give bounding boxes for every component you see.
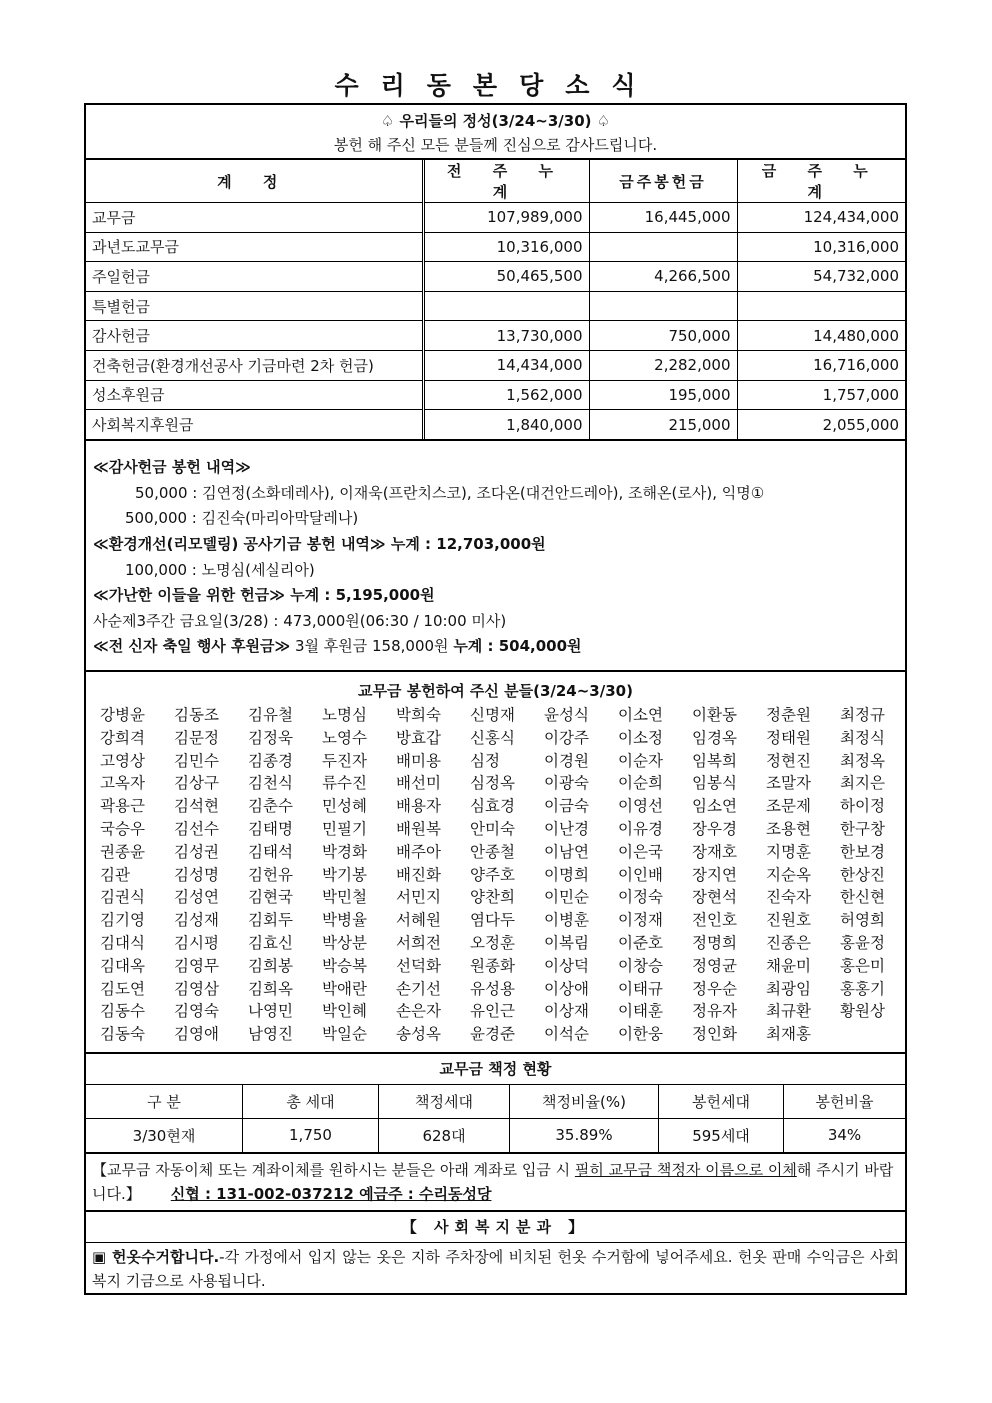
donor-name: 이석순 <box>544 1025 589 1044</box>
donor-name: 김민수 <box>174 751 219 770</box>
prev-total: 50,465,500 <box>423 262 589 292</box>
donor-name: 남영진 <box>248 1025 293 1044</box>
donor-name: 김헌유 <box>248 865 293 884</box>
col-prev-total: 전 주 누 계 <box>423 160 589 203</box>
donor-name: 정영균 <box>692 956 737 975</box>
donor-name: 조문제 <box>766 797 811 816</box>
assessment-caption: 교무금 책정 현황 <box>86 1054 905 1085</box>
cumulative: 54,732,000 <box>737 262 905 292</box>
thanks-line: 50,000 : 김연정(소화데레사), 이재욱(프란치스코), 조다온(대건안드레아), 조해온(로사), 익명① <box>135 483 765 502</box>
table-row <box>86 291 905 321</box>
donor-name: 최정옥 <box>840 751 885 770</box>
page-title: 수리동본당소식 <box>334 71 658 100</box>
donor-name: 김기영 <box>100 911 145 930</box>
welfare-section <box>86 1212 905 1295</box>
donor-name: 김동조 <box>174 706 219 724</box>
donor-name: 이태훈 <box>618 1002 663 1021</box>
donor-name: 이복림 <box>544 933 589 952</box>
donor-section <box>86 672 905 1054</box>
donor-name: 지명훈 <box>766 842 811 861</box>
donor-name: 방효갑 <box>396 728 441 747</box>
donor-name: 박기봉 <box>322 865 367 884</box>
assessment-table <box>86 1085 905 1152</box>
donor-name: 안미숙 <box>470 819 515 838</box>
donor-name <box>840 1023 914 1046</box>
donor-name: 최광임 <box>766 979 811 998</box>
prev-total: 10,316,000 <box>423 232 589 262</box>
this-week <box>589 232 737 262</box>
donor-name: 박상분 <box>322 933 367 952</box>
donor-name: 김영숙 <box>174 1002 219 1021</box>
donor-name: 김효신 <box>248 933 293 952</box>
donor-name: 이태규 <box>618 979 663 998</box>
poor-title: ≪가난한 이들을 위한 헌금≫ 누계 : 5,195,000원 <box>93 586 435 605</box>
donor-name: 정태원 <box>766 728 811 747</box>
donor-name: 조말자 <box>766 774 811 793</box>
donor-name: 김정욱 <box>248 728 293 747</box>
assessment-section <box>86 1054 905 1154</box>
donor-name-grid <box>100 704 905 1046</box>
donor-name: 이은국 <box>618 842 663 861</box>
donor-name: 강희격 <box>100 728 145 747</box>
table-row <box>86 380 905 410</box>
donor-name: 박민철 <box>322 888 367 907</box>
donor-name: 이민순 <box>544 888 589 907</box>
assessment-value: 628대 <box>379 1118 510 1152</box>
account-name: 사회복지후원금 <box>86 410 423 440</box>
donor-name: 심정옥 <box>470 774 515 793</box>
assessment-value: 34% <box>784 1118 906 1152</box>
thanks-title: ≪감사헌금 봉헌 내역≫ <box>93 458 251 477</box>
donor-name: 정우순 <box>692 979 737 998</box>
donor-name: 김대옥 <box>100 956 145 975</box>
donor-name: 김태석 <box>248 842 293 861</box>
col-account: 계 정 <box>86 160 423 203</box>
donor-name: 박희숙 <box>396 706 441 724</box>
donor-name: 홍윤정 <box>840 933 885 952</box>
donor-name: 윤성식 <box>544 706 589 724</box>
donor-name: 송성옥 <box>396 1025 441 1044</box>
offering-table-section <box>86 160 905 441</box>
assessment-header: 책정세대 <box>379 1085 510 1119</box>
account-name: 성소후원금 <box>86 380 423 410</box>
donor-name: 이난경 <box>544 819 589 838</box>
assessment-value: 1,750 <box>243 1118 379 1152</box>
donor-name: 이광숙 <box>544 774 589 793</box>
table-row <box>86 410 905 440</box>
donor-name: 안종철 <box>470 842 515 861</box>
donor-name: 황원상 <box>840 1002 885 1021</box>
account-name: 감사헌금 <box>86 321 423 351</box>
donor-name: 박인혜 <box>322 1002 367 1021</box>
cumulative: 1,757,000 <box>737 380 905 410</box>
donor-name: 양주호 <box>470 865 515 884</box>
offering-subheading: 봉헌 해 주신 모든 분들께 진심으로 감사드립니다. <box>333 136 658 154</box>
assessment-header: 총 세대 <box>243 1085 379 1119</box>
account-name: 특별헌금 <box>86 291 423 321</box>
newbie-line <box>93 634 898 660</box>
donor-name: 지순옥 <box>766 865 811 884</box>
donor-name: 김유철 <box>248 706 293 724</box>
donor-name: 김회두 <box>248 911 293 930</box>
donor-name: 임소연 <box>692 797 737 816</box>
assessment-value: 3/30현재 <box>86 1118 243 1152</box>
table-row <box>86 321 905 351</box>
table-row <box>86 203 905 233</box>
assessment-header-row <box>86 1085 905 1119</box>
donor-name: 노명심 <box>322 706 367 724</box>
assessment-header: 봉헌세대 <box>659 1085 784 1119</box>
donor-name: 박애란 <box>322 979 367 998</box>
welfare-body <box>86 1243 905 1295</box>
donor-name: 배진화 <box>396 865 441 884</box>
donor-name: 신홍식 <box>470 728 515 747</box>
donor-name: 염다두 <box>470 911 515 930</box>
donor-name: 권종윤 <box>100 842 145 861</box>
donor-name: 이병훈 <box>544 911 589 930</box>
donor-name: 홍은미 <box>840 956 885 975</box>
donor-name: 서혜원 <box>396 911 441 930</box>
offering-notes <box>86 441 905 672</box>
donor-name: 이순희 <box>618 774 663 793</box>
donor-name: 두진자 <box>322 751 367 770</box>
donor-name: 김시평 <box>174 933 219 952</box>
donor-name: 정인화 <box>692 1025 737 1044</box>
donor-name: 신명재 <box>470 706 515 724</box>
donor-name: 임복희 <box>692 751 737 770</box>
donor-name: 정유자 <box>692 1002 737 1021</box>
donor-name: 정춘원 <box>766 706 811 724</box>
donor-name: 이상재 <box>544 1002 589 1021</box>
table-row <box>86 350 905 380</box>
cumulative: 14,480,000 <box>737 321 905 351</box>
this-week: 4,266,500 <box>589 262 737 292</box>
donor-name: 김희옥 <box>248 979 293 998</box>
donor-name: 최규환 <box>766 1002 811 1021</box>
donor-name: 김영삼 <box>174 979 219 998</box>
donor-name: 박병율 <box>322 911 367 930</box>
prev-total: 13,730,000 <box>423 321 589 351</box>
donor-name: 이준호 <box>618 933 663 952</box>
donor-name: 장지연 <box>692 865 737 884</box>
donor-name: 진종은 <box>766 933 811 952</box>
donor-name: 김성재 <box>174 911 219 930</box>
donor-name: 홍홍기 <box>840 979 885 998</box>
donor-name: 김성명 <box>174 865 219 884</box>
donor-name: 고영상 <box>100 751 145 770</box>
account-name: 건축헌금(환경개선공사 기금마련 2차 헌금) <box>86 350 423 380</box>
this-week: 195,000 <box>589 380 737 410</box>
env-title: ≪환경개선(리모델링) 공사기금 봉헌 내역≫ 누계 : 12,703,000원 <box>93 535 546 554</box>
donor-name: 박승복 <box>322 956 367 975</box>
donor-name: 이정재 <box>618 911 663 930</box>
donor-name: 이순자 <box>618 751 663 770</box>
donor-name: 임봉식 <box>692 774 737 793</box>
donor-name: 양찬희 <box>470 888 515 907</box>
donor-name: 배미용 <box>396 751 441 770</box>
donor-name: 이영선 <box>618 797 663 816</box>
donor-name: 한보경 <box>840 842 885 861</box>
env-line: 100,000 : 노명심(세실리아) <box>125 560 315 579</box>
donor-name: 김종경 <box>248 751 293 770</box>
donor-name: 이창승 <box>618 956 663 975</box>
donor-name: 이소정 <box>618 728 663 747</box>
donor-name: 최지은 <box>840 774 885 793</box>
donor-name: 이소연 <box>618 706 663 724</box>
prev-total: 107,989,000 <box>423 203 589 233</box>
donor-name: 정명희 <box>692 933 737 952</box>
donor-name: 전인호 <box>692 911 737 930</box>
donor-name: 진원호 <box>766 911 811 930</box>
donor-name: 김동숙 <box>100 1025 145 1044</box>
donor-name: 배선미 <box>396 774 441 793</box>
prev-total: 14,434,000 <box>423 350 589 380</box>
donor-name: 김현국 <box>248 888 293 907</box>
donor-name: 김선수 <box>174 819 219 838</box>
donor-name: 국승우 <box>100 819 145 838</box>
donor-name: 유인근 <box>470 1002 515 1021</box>
donor-name: 나영민 <box>248 1002 293 1021</box>
assessment-value-row <box>86 1118 905 1152</box>
donor-name: 이상덕 <box>544 956 589 975</box>
donor-name: 김태명 <box>248 819 293 838</box>
account-name: 주일헌금 <box>86 262 423 292</box>
donor-name: 장현석 <box>692 888 737 907</box>
donor-name: 채윤미 <box>766 956 811 975</box>
donor-name: 서민지 <box>396 888 441 907</box>
donor-name: 김성권 <box>174 842 219 861</box>
donor-name: 이유경 <box>618 819 663 838</box>
this-week: 750,000 <box>589 321 737 351</box>
donor-name: 박경화 <box>322 842 367 861</box>
newbie-monthly: 3월 후원금 158,000원 <box>290 637 454 656</box>
donor-name: 김동수 <box>100 1002 145 1021</box>
table-row <box>86 232 905 262</box>
donor-name: 하이정 <box>840 797 885 816</box>
donor-name: 김춘수 <box>248 797 293 816</box>
donor-name: 조용현 <box>766 819 811 838</box>
welfare-caption: 【 사회복지분과 】 <box>86 1212 905 1243</box>
donor-name: 배원복 <box>396 819 441 838</box>
donor-name: 손은자 <box>396 1002 441 1021</box>
donor-name: 장우경 <box>692 819 737 838</box>
account-name: 과년도교무금 <box>86 232 423 262</box>
auto-transfer-emphasis: 필히 교무금 책정자 이름으로 이체 <box>574 1160 797 1179</box>
this-week: 215,000 <box>589 410 737 440</box>
donor-name: 민필기 <box>322 819 367 838</box>
donor-name: 김대식 <box>100 933 145 952</box>
donor-name: 이한웅 <box>618 1025 663 1044</box>
donor-name: 류수진 <box>322 774 367 793</box>
donor-name: 곽용근 <box>100 797 145 816</box>
cumulative: 124,434,000 <box>737 203 905 233</box>
prev-total <box>423 291 589 321</box>
this-week <box>589 291 737 321</box>
auto-transfer-notice <box>86 1154 905 1212</box>
donor-name: 이남연 <box>544 842 589 861</box>
donor-name: 김도연 <box>100 979 145 998</box>
donor-name: 고옥자 <box>100 774 145 793</box>
donor-name: 허영희 <box>840 911 885 930</box>
col-this-week: 금주봉헌금 <box>589 160 737 203</box>
donor-name: 한신현 <box>840 888 885 907</box>
donor-name: 심정 <box>470 751 500 770</box>
newbie-total: 누계 : 504,000원 <box>453 637 582 656</box>
welfare-lead: ▣ 헌옷수거합니다. <box>92 1247 220 1266</box>
donor-name: 한구창 <box>840 819 885 838</box>
donor-name: 오정훈 <box>470 933 515 952</box>
cumulative: 2,055,000 <box>737 410 905 440</box>
assessment-header: 봉헌비율 <box>784 1085 906 1119</box>
donor-name: 손기선 <box>396 979 441 998</box>
donor-name: 진숙자 <box>766 888 811 907</box>
offering-heading: ♤ 우리들의 정성(3/24~3/30) ♤ <box>380 112 611 130</box>
donor-name: 이정숙 <box>618 888 663 907</box>
cumulative <box>737 291 905 321</box>
donor-name: 김권식 <box>100 888 145 907</box>
donor-name: 박일순 <box>322 1025 367 1044</box>
donor-name: 최정식 <box>840 728 885 747</box>
offering-table-header <box>86 160 905 203</box>
donor-name: 김석현 <box>174 797 219 816</box>
col-cumulative: 금 주 누 계 <box>737 160 905 203</box>
donor-name: 이인배 <box>618 865 663 884</box>
donor-name: 이강주 <box>544 728 589 747</box>
donor-name: 윤경준 <box>470 1025 515 1044</box>
welfare-text: -각 가정에서 입지 않는 옷은 지하 주차장에 비치된 헌옷 수거함에 넣어주세요. 헌옷 판매 수익금은 사회복지 기금으로 사용됩니다. <box>92 1247 899 1290</box>
thanks-line: 500,000 : 김진숙(마리아막달레나) <box>125 509 359 528</box>
assessment-header: 구 분 <box>86 1085 243 1119</box>
donor-name: 김상구 <box>174 774 219 793</box>
cumulative: 16,716,000 <box>737 350 905 380</box>
donor-name: 이명희 <box>544 865 589 884</box>
donor-name: 유성용 <box>470 979 515 998</box>
donor-name: 민성혜 <box>322 797 367 816</box>
this-week: 2,282,000 <box>589 350 737 380</box>
auto-transfer-text-end: 해 주시기 바랍니다.】 <box>92 1160 894 1203</box>
donor-name: 심효경 <box>470 797 515 816</box>
donor-name: 김관 <box>100 865 130 884</box>
this-week: 16,445,000 <box>589 203 737 233</box>
donor-name: 이상애 <box>544 979 589 998</box>
donor-name: 이경원 <box>544 751 589 770</box>
newbie-title: ≪전 신자 축일 행사 후원금≫ <box>93 637 291 656</box>
donor-name: 이금숙 <box>544 797 589 816</box>
assessment-value: 595세대 <box>659 1118 784 1152</box>
donor-name: 김문정 <box>174 728 219 747</box>
donor-name: 김희봉 <box>248 956 293 975</box>
cumulative: 10,316,000 <box>737 232 905 262</box>
bank-account: 신협 : 131-002-037212 예금주 : 수리동성당 <box>170 1184 492 1203</box>
donor-name: 이환동 <box>692 706 737 724</box>
prev-total: 1,840,000 <box>423 410 589 440</box>
donor-name: 노영수 <box>322 728 367 747</box>
offering-table <box>86 160 905 439</box>
donor-name: 최정규 <box>840 706 885 724</box>
prev-total: 1,562,000 <box>423 380 589 410</box>
bulletin-frame <box>84 103 907 1295</box>
donor-caption: 교무금 봉헌하여 주신 분들(3/24~3/30) <box>358 682 633 700</box>
donor-name: 최재홍 <box>766 1025 811 1044</box>
account-name: 교무금 <box>86 203 423 233</box>
poor-line: 사순제3주간 금요일(3/28) : 473,000원(06:30 / 10:00 미사) <box>93 611 507 630</box>
donor-name: 정현진 <box>766 751 811 770</box>
donor-name: 배용자 <box>396 797 441 816</box>
assessment-header: 책정비율(%) <box>510 1085 659 1119</box>
assessment-value: 35.89% <box>510 1118 659 1152</box>
table-row <box>86 262 905 292</box>
donor-name: 장재호 <box>692 842 737 861</box>
donor-name: 배주아 <box>396 842 441 861</box>
donor-name: 서희전 <box>396 933 441 952</box>
donor-name: 김영무 <box>174 956 219 975</box>
offering-header <box>86 105 905 160</box>
donor-name: 원종화 <box>470 956 515 975</box>
donor-name: 강병윤 <box>100 706 145 724</box>
auto-transfer-text: 【교무금 자동이체 또는 계좌이체를 원하시는 분들은 아래 계좌로 입금 시 <box>92 1160 575 1179</box>
donor-name: 김영애 <box>174 1025 219 1044</box>
donor-name: 한상진 <box>840 865 885 884</box>
donor-name: 김천식 <box>248 774 293 793</box>
donor-name: 임경옥 <box>692 728 737 747</box>
donor-name: 김성연 <box>174 888 219 907</box>
donor-name: 선덕화 <box>396 956 441 975</box>
